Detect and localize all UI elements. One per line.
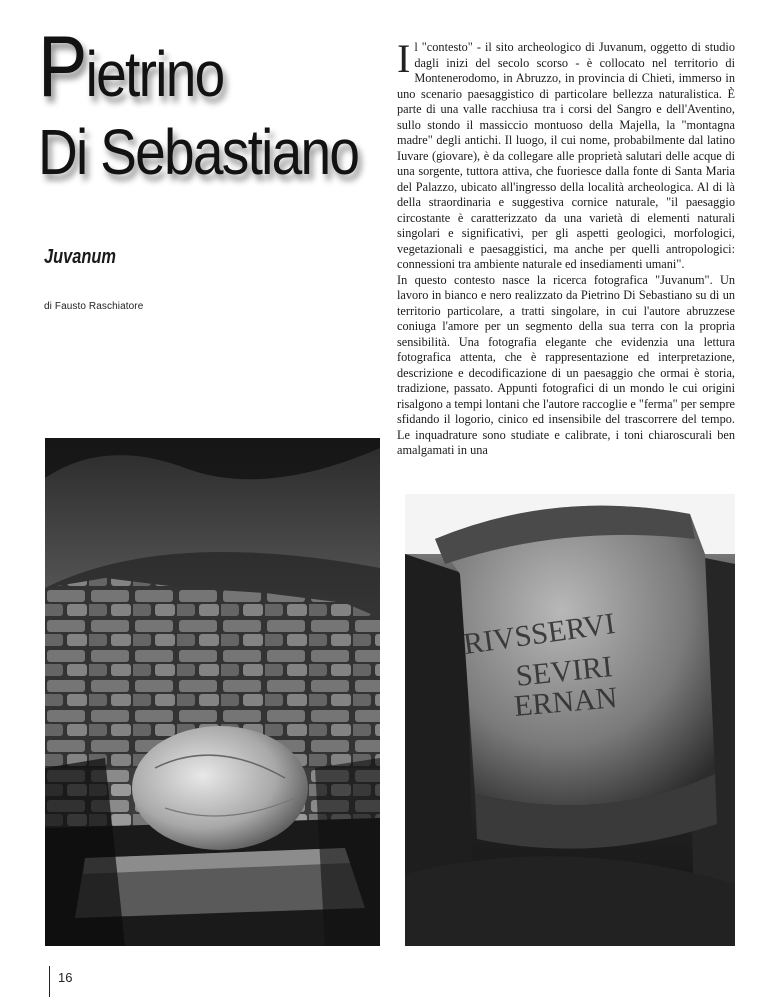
photo-right-image [405,494,735,946]
photo-inscribed-stone [405,494,735,946]
article-paragraph: In questo contesto nasce la ricerca fotografica "Juvanum". Un lavoro in bianco e nero realizzato da Pietrino Di Sebastiano su di un territorio particolare, a tratti singolare, in cui l'autore abruzzese coniuga l'amore per un segmento della sua terra con la propria sensibilità. Una fotografia elegante che evidenzia una lettura fotografica attenta, che è rappresentazione ed interpretazione, descrizione e decodificazione di un paesaggio che ormai è storia, tradizione, passato. Appunti fotografici di un mondo le cui origini risalgono a tempi lontani che l'autore raccoglie e "ferma" per sempre sfidando il logorio, cinico ed insensibile del trascorrere del tempo. Le inquadrature sono studiate e calibrate, i toni chiaroscurali ben amalgamati in una [397,272,735,457]
title-line-surname: Di Sebastiano [38,116,359,188]
article-subtitle: Juvanum [44,246,117,268]
title-initial: P [38,19,86,115]
page-title [38,19,359,191]
title-first-name-rest: ietrino [85,38,224,110]
title-line-first-name [38,19,330,115]
photo-left-image [45,438,380,946]
page-number-rule [49,966,50,997]
inscription-line: ERNAN [512,681,619,723]
byline: di Fausto Raschiatore [44,301,144,312]
inscription-line: SEVIRI [514,650,614,693]
article-body [397,36,735,457]
inscription-line: RIVSSERVI [461,607,618,661]
article-paragraph: l "contesto" - il sito archeologico di Juvanum, oggetto di studio dagli inizi del secolo scorso - è collocato nel territorio di Montenerodomo, in Abruzzo, in provincia di Chieti, immerso in uno scenario paesaggistico di particolare bellezza naturalistica. È parte di una valle racchiusa tra i corsi del Sangro e dell'Aventino, sullo stondo il massiccio montuoso della Majella, la "montagna madre" degli antichi. Il luogo, il cui nome, probabilmente dal latino Iuvare (giovare), è da collegare alle proprietà salutari delle acque di una sorgente, tuttora attiva, che fuoriesce dalla fonte di Santa Maria del Palazzo, ubicato all'ingresso della località archeologica. Al di là della straordinaria e suggestiva cornice naturale, "il paesaggio circostante è caratterizzato da una varietà di elementi naturali singolari e significativi, per gli aspetti geologici, morfologici, vegetazionali e paesaggistici, ma anche per quelli antropologici: connessioni tra ambiente naturale ed insediamenti umani". [397,40,735,271]
drop-cap: I [397,36,411,81]
page-number: 16 [58,970,73,985]
photo-ruins-column-capital [45,438,380,946]
